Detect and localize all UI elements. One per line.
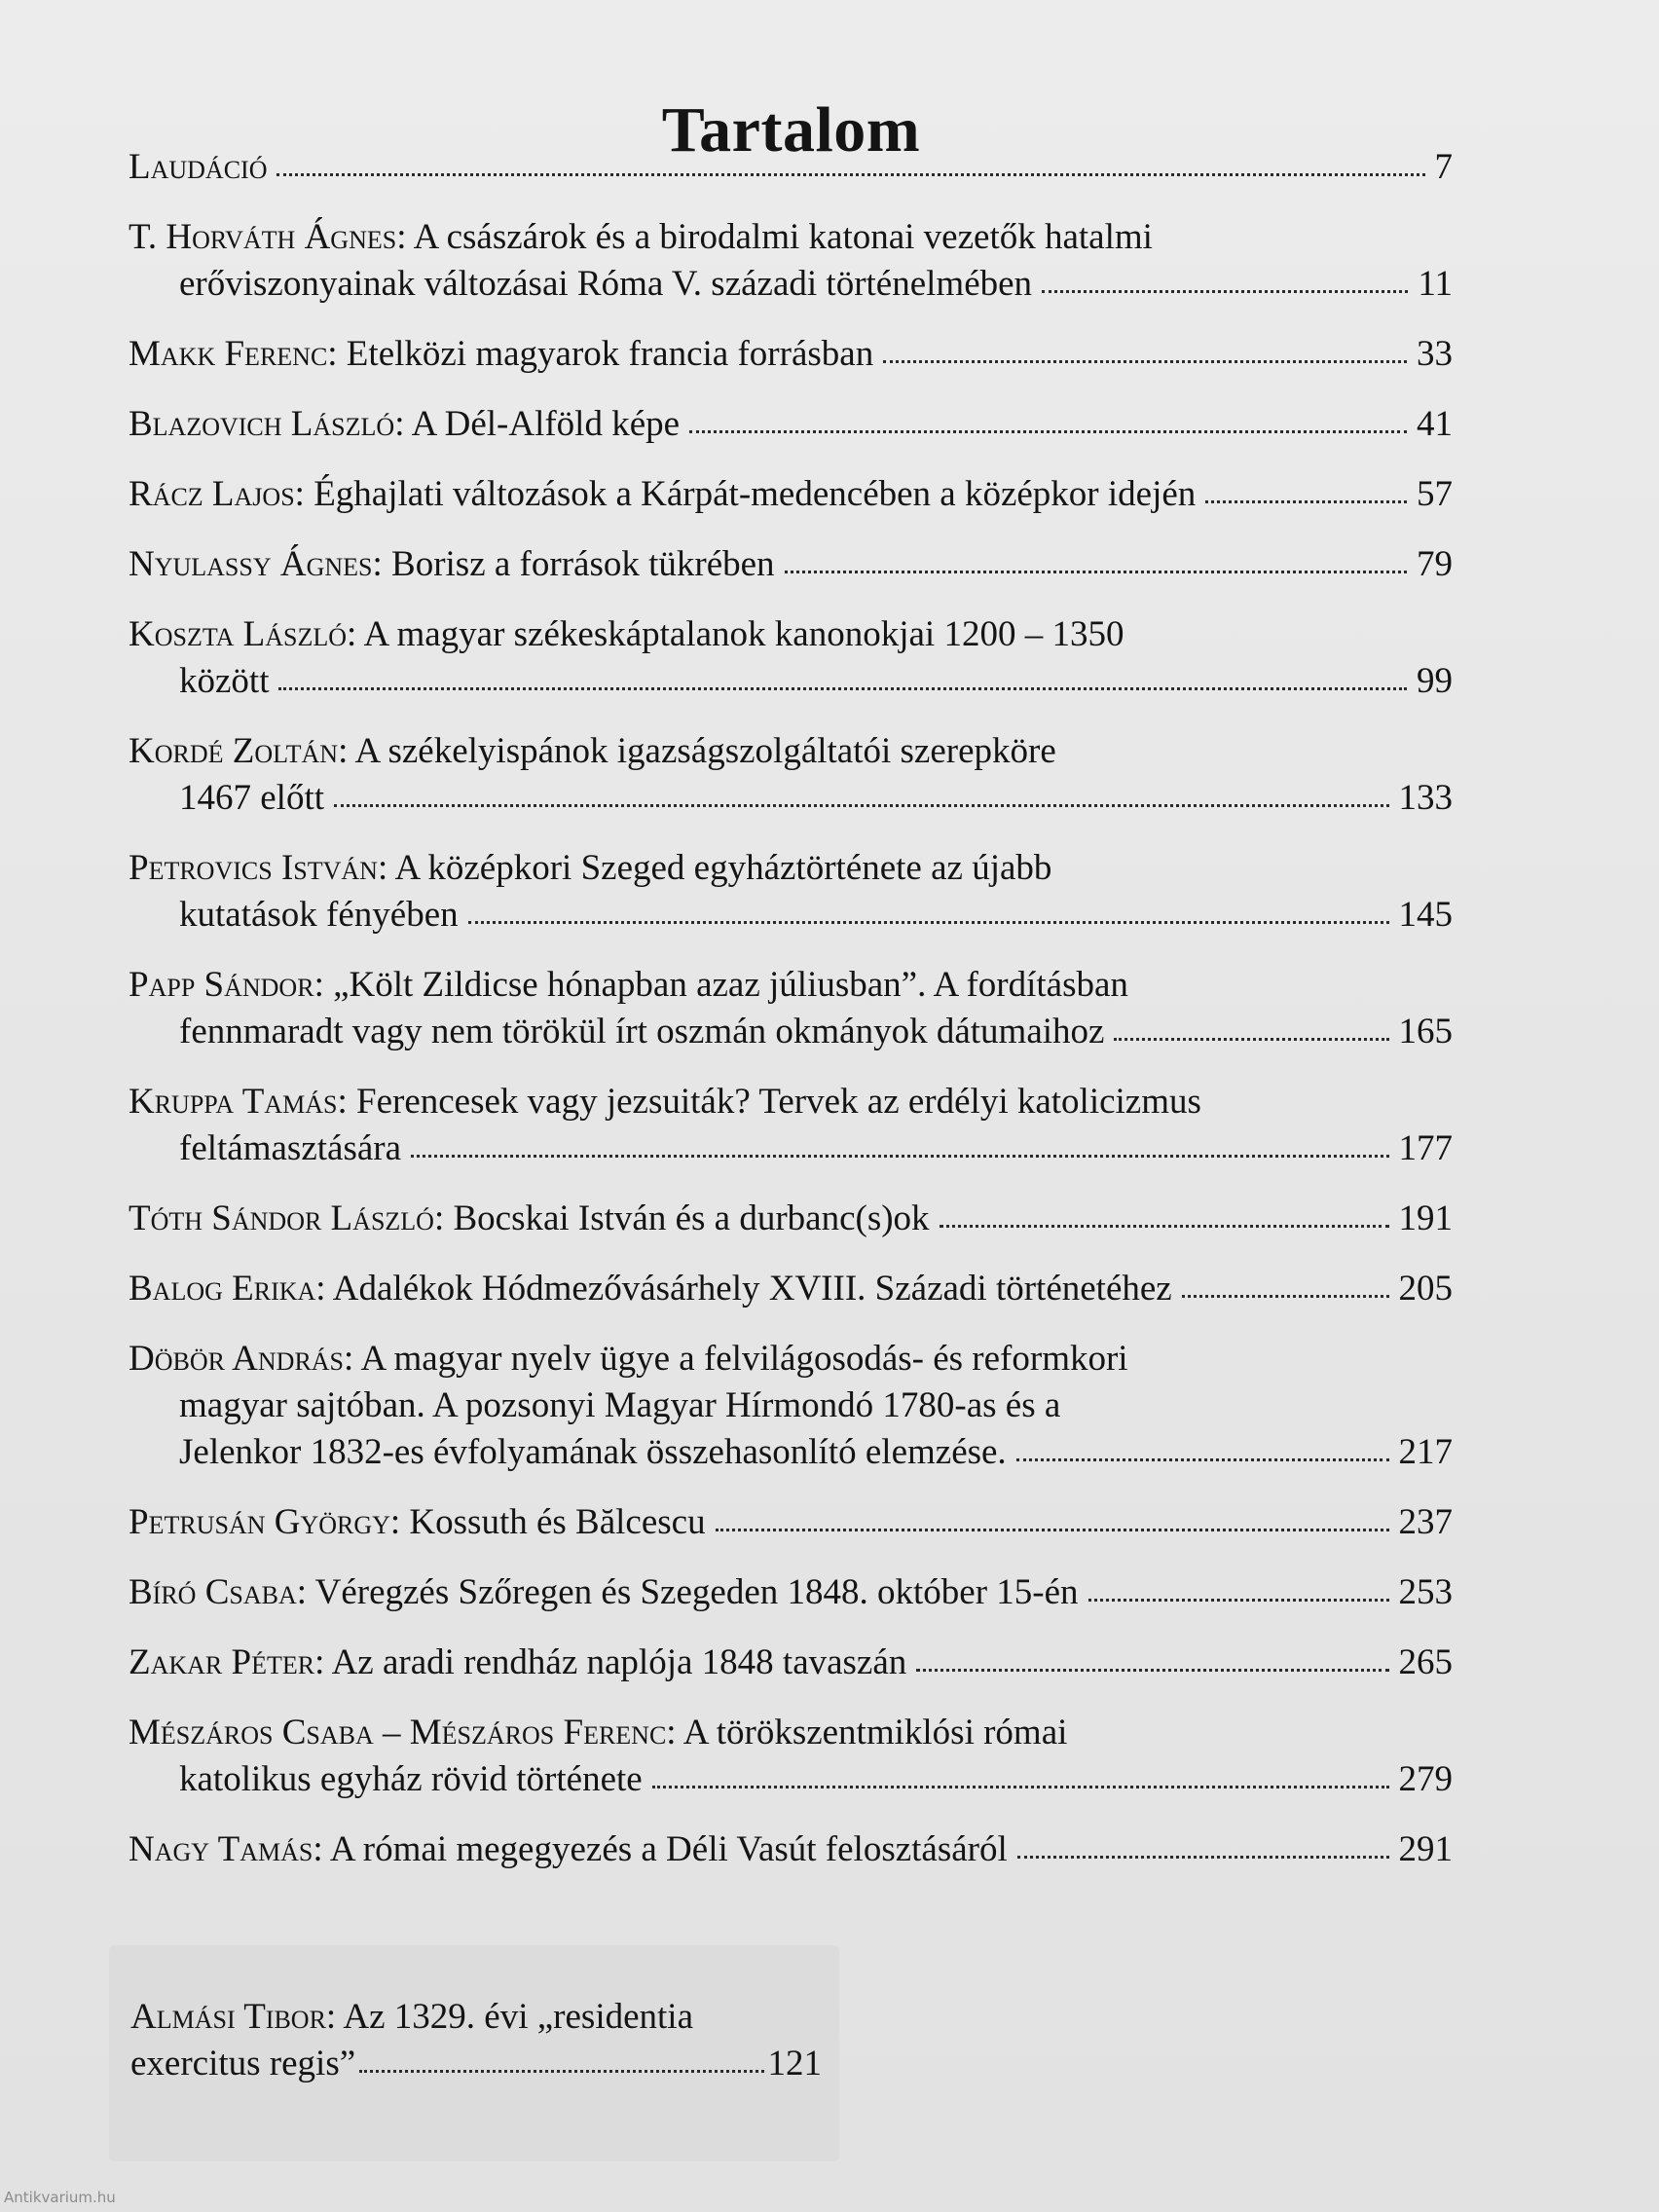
entry-page-number: 205 (1398, 1269, 1453, 1309)
entry-page-number: 133 (1398, 778, 1453, 818)
entry-page-number: 191 (1398, 1198, 1453, 1238)
dot-leader (1114, 1034, 1388, 1041)
entry-author: Makk Ferenc (129, 334, 328, 374)
entry-title-line: : A középkori Szeged egyháztörténete az újabb (377, 848, 1052, 888)
entry-title-line: Jelenkor 1832-es évfolyamának összehasonlító elemzése. (179, 1432, 1007, 1472)
entry-author: Laudáció (129, 147, 268, 187)
toc-entry (129, 728, 1453, 822)
dot-leader (1088, 1595, 1389, 1602)
toc-entry (129, 845, 1453, 939)
entry-page-number: 279 (1398, 1759, 1453, 1799)
toc-entry (129, 962, 1453, 1055)
dot-leader (359, 2066, 763, 2073)
toc-entry (129, 1499, 1453, 1546)
entry-title-line: : „Költ Zildicse hónapban azaz júliusban”. A fordításban (313, 965, 1128, 1005)
entry-title: : Az aradi rendház naplója 1848 tavaszán (314, 1642, 907, 1682)
entry-title-line: kutatások fényében (179, 895, 459, 935)
dot-leader (940, 1221, 1389, 1228)
entry-page-number: 145 (1398, 895, 1453, 935)
dot-leader (1205, 497, 1407, 503)
entry-author: Kruppa Tamás (129, 1082, 338, 1122)
entry-page-number: 41 (1417, 404, 1453, 444)
entry-page-number: 33 (1417, 334, 1453, 374)
dot-leader (1042, 286, 1408, 293)
entry-title: : Borisz a források tükrében (372, 544, 775, 584)
toc-entry (129, 144, 1453, 191)
dot-leader (1182, 1291, 1389, 1298)
entry-title: : A Dél-Alföld képe (394, 404, 681, 444)
toc-entry (129, 1336, 1453, 1476)
entry-author: Döbör András (129, 1339, 345, 1379)
entry-author: Koszta László (129, 614, 348, 654)
entry-page-number: 265 (1398, 1642, 1453, 1682)
entry-title-line: : A magyar székeskáptalanok kanonokjai 1200 – 1350 (347, 614, 1124, 654)
entry-title-line: erőviszonyainak változásai Róma V. századi történelmében (179, 264, 1033, 304)
note-author: Almási Tibor (130, 1997, 326, 2037)
entry-author: Rácz Lajos (129, 474, 295, 514)
dot-leader (785, 567, 1407, 573)
note-title-first: : Az 1329. évi „residentia (325, 1997, 694, 2037)
entry-title: : Véregzés Szőregen és Szegeden 1848. október 15-én (296, 1572, 1079, 1612)
toc-entry (129, 541, 1453, 588)
dot-leader (334, 800, 1388, 807)
entry-title-line: magyar sajtóban. A pozsonyi Magyar Hírmondó 1780-as és a (179, 1385, 1061, 1425)
entry-title-line: : A császárok és a birodalmi katonai vezetők hatalmi (396, 217, 1153, 257)
entry-title-line: : Ferencesek vagy jezsuiták? Tervek az erdélyi katolicizmus (337, 1082, 1201, 1122)
entry-page-number: 165 (1398, 1012, 1453, 1051)
entry-title: : Kossuth és Bălcescu (389, 1502, 706, 1542)
entry-author: T. Horváth Ágnes (129, 217, 397, 257)
note-title-last: exercitus regis” (130, 2044, 356, 2083)
entry-title: : Bocskai István és a durbanc(s)ok (433, 1198, 930, 1238)
toc-entry (129, 1826, 1453, 1873)
dot-leader (1017, 1852, 1389, 1859)
toc-entry (129, 1079, 1453, 1172)
toc-entry (129, 401, 1453, 448)
entry-author: Blazovich László (129, 404, 395, 444)
dot-leader (716, 1525, 1389, 1531)
toc-entry (129, 1640, 1453, 1686)
note-page-number: 121 (767, 2044, 822, 2083)
entry-author: Tóth Sándor László (129, 1198, 434, 1238)
entry-author: Petrusán György (129, 1502, 390, 1542)
entry-author: Nagy Tamás (129, 1829, 313, 1869)
entry-page-number: 79 (1417, 544, 1453, 584)
entry-title-line: között (179, 661, 270, 701)
toc-entry (129, 471, 1453, 518)
dot-leader (278, 683, 1407, 690)
toc-entry (129, 1196, 1453, 1242)
table-of-contents (129, 144, 1453, 1897)
dot-leader (468, 917, 1389, 924)
entry-title-line: : A magyar nyelv ügye a felvilágosodás- és reformkori (344, 1339, 1128, 1379)
toc-entry (129, 214, 1453, 308)
entry-page-number: 253 (1398, 1572, 1453, 1612)
toc-entry (129, 1266, 1453, 1312)
entry-title-line: katolikus egyház rövid története (179, 1759, 643, 1799)
dot-leader (1016, 1455, 1389, 1461)
toc-entry (129, 331, 1453, 378)
entry-page-number: 7 (1434, 147, 1453, 187)
entry-title-line: 1467 előtt (179, 778, 325, 818)
entry-page-number: 57 (1417, 474, 1453, 514)
entry-page-number: 291 (1398, 1829, 1453, 1869)
entry-title-line: : A székelyispánok igazságszolgáltatói szerepköre (338, 731, 1056, 771)
entry-author: Zakar Péter (129, 1642, 315, 1682)
dot-leader (916, 1665, 1388, 1672)
dot-leader (652, 1782, 1389, 1788)
dot-leader (276, 169, 1424, 176)
entry-page-number: 99 (1417, 661, 1453, 701)
entry-title: : Éghajlati változások a Kárpát-medencében a középkor idején (294, 474, 1197, 514)
entry-page-number: 237 (1398, 1502, 1453, 1542)
entry-author: Petrovics István (129, 848, 378, 888)
dot-leader (689, 426, 1407, 433)
entry-title-line: : A törökszentmiklósi római (666, 1713, 1068, 1752)
entry-title: : Etelközi magyarok francia forrásban (327, 334, 874, 374)
toc-entry (129, 1710, 1453, 1803)
dot-leader (411, 1151, 1388, 1158)
entry-author: Bíró Csaba (129, 1572, 297, 1612)
page-title: Tartalom (661, 94, 921, 166)
entry-title: : Adalékok Hódmezővásárhely XVIII. Századi történetéhez (315, 1269, 1172, 1309)
toc-entry (129, 1569, 1453, 1616)
entry-page-number: 217 (1398, 1432, 1453, 1472)
entry-title-line: fennmaradt vagy nem törökül írt oszmán okmányok dátumaihoz (179, 1012, 1105, 1051)
dot-leader (883, 356, 1407, 363)
entry-author: Kordé Zoltán (129, 731, 339, 771)
entry-page-number: 177 (1398, 1128, 1453, 1168)
entry-author: Papp Sándor (129, 965, 314, 1005)
toc-entry (129, 611, 1453, 705)
note-entry (130, 1994, 822, 2087)
watermark: Antikvarium.hu (4, 2189, 116, 2206)
entry-title: : A római megegyezés a Déli Vasút felosztásáról (313, 1829, 1008, 1869)
entry-page-number: 11 (1418, 264, 1453, 304)
entry-author: Nyulassy Ágnes (129, 544, 373, 584)
entry-title-line: feltámasztására (179, 1128, 402, 1168)
entry-author: Balog Erika (129, 1269, 316, 1309)
entry-author: Mészáros Csaba – Mészáros Ferenc (129, 1713, 667, 1752)
